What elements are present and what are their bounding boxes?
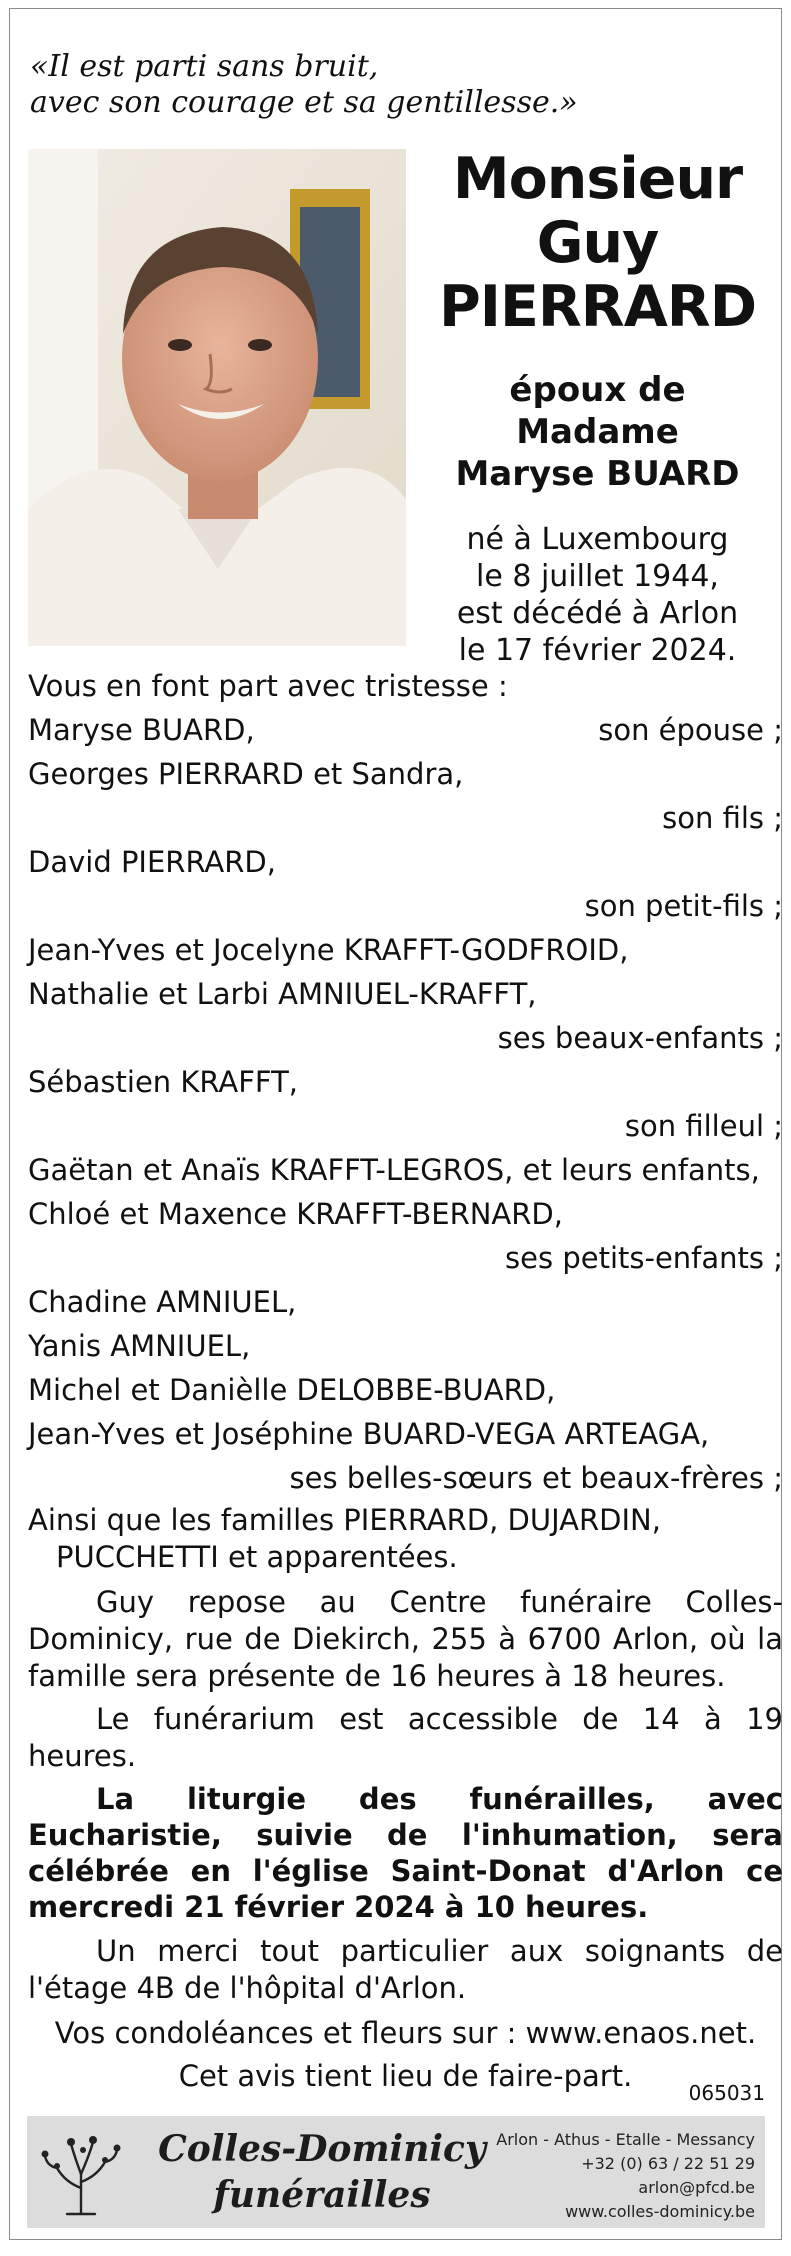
repose-paragraph: Guy repose au Centre funéraire Colles-Dominicy, rue de Diekirch, 255 à 6700 Arlon, où la famille sera présente de 16 heures à 18 heures. xyxy=(28,1585,783,1693)
relative-name: Georges PIERRARD et Sandra, xyxy=(28,757,464,791)
relative-name: Maryse BUARD, xyxy=(28,713,255,747)
deceased-header xyxy=(425,147,770,669)
reference-number: 065031 xyxy=(688,2081,765,2105)
announcement-body xyxy=(28,664,783,2095)
relation-label: ses belles-sœurs et beaux-frères ; xyxy=(289,1461,783,1495)
birth-line-2: le 8 juillet 1944, xyxy=(476,559,719,594)
quote-line-2: avec son courage et sa gentillesse.» xyxy=(30,85,578,120)
brand-subtitle: funérailles xyxy=(213,2174,431,2216)
birth-death-info xyxy=(425,521,770,669)
quote-line-1: «Il est parti sans bruit, xyxy=(30,49,379,84)
email-link[interactable]: arlon@pfcd.be xyxy=(638,2178,755,2197)
locations-text: Arlon - Athus - Etalle - Messancy xyxy=(496,2130,755,2149)
tree-logo-icon xyxy=(41,2130,121,2216)
relation-label: son épouse ; xyxy=(598,713,783,747)
relative-name: Nathalie et Larbi AMNIUEL-KRAFFT, xyxy=(28,977,537,1011)
death-line-1: est décédé à Arlon xyxy=(456,596,739,631)
relative-name: Chadine AMNIUEL, xyxy=(28,1285,297,1319)
announcement-intro: Vous en font part avec tristesse : xyxy=(28,669,508,703)
liturgy-paragraph: La liturgie des funérailles, avec Eucharistie, suivie de l'inhumation, sera célébrée en l'église Saint-Donat d'Arlon ce mercredi 21 février 2024 à 10 heures. xyxy=(28,1782,783,1924)
deceased-portrait xyxy=(28,149,406,646)
relative-name: Yanis AMNIUEL, xyxy=(28,1329,251,1363)
funerarium-hours: Le funérarium est accessible de 14 à 19 heures. xyxy=(28,1702,783,1773)
spouse-line-1: époux de Madame xyxy=(509,370,686,452)
phone-number: +32 (0) 63 / 22 51 29 xyxy=(581,2154,755,2173)
relation-label: son filleul ; xyxy=(624,1109,783,1143)
relative-name: Jean-Yves et Jocelyne KRAFFT-GODFROID, xyxy=(28,933,629,967)
relative-name: Chloé et Maxence KRAFFT-BERNARD, xyxy=(28,1197,563,1231)
condolences-line: Vos condoléances et fleurs sur : www.enaos.net. xyxy=(54,2016,757,2050)
funeral-home-footer xyxy=(27,2116,765,2228)
deceased-last-name: PIERRARD xyxy=(438,274,757,340)
spouse-line-2: Maryse BUARD xyxy=(455,454,740,494)
families-line-2: PUCCHETTI et apparentées. xyxy=(56,1540,458,1574)
obituary-notice xyxy=(9,8,782,2240)
relation-label: son fils ; xyxy=(662,801,783,835)
relation-label: ses petits-enfants ; xyxy=(505,1241,783,1275)
brand-name: Colles-Dominicy xyxy=(158,2128,486,2170)
deceased-first-name: Guy xyxy=(536,210,659,276)
relative-row xyxy=(28,708,783,752)
relation-label: ses beaux-enfants ; xyxy=(497,1021,783,1055)
relative-name: Jean-Yves et Joséphine BUARD-VEGA ARTEAGA, xyxy=(28,1417,710,1451)
families-block xyxy=(28,1502,783,1576)
relative-name: Sébastien KRAFFT, xyxy=(28,1065,299,1099)
death-line-2: le 17 février 2024. xyxy=(458,633,737,668)
birth-line-1: né à Luxembourg xyxy=(466,522,729,557)
spouse-info xyxy=(425,369,770,495)
relative-name: David PIERRARD, xyxy=(28,845,276,879)
contact-info xyxy=(425,2128,755,2224)
deceased-title: Monsieur xyxy=(452,146,743,212)
epitaph-quote xyxy=(30,49,630,121)
relation-label: son petit-fils ; xyxy=(584,889,783,923)
thanks-paragraph: Un merci tout particulier aux soignants de l'étage 4B de l'hôpital d'Arlon. xyxy=(28,1934,783,2005)
notice-line: Cet avis tient lieu de faire-part. xyxy=(178,2059,633,2093)
families-line-1: Ainsi que les familles PIERRARD, DUJARDIN, xyxy=(28,1503,661,1537)
relative-name: Gaëtan et Anaïs KRAFFT-LEGROS, et leurs enfants, xyxy=(28,1153,760,1187)
relative-name: Michel et Danièlle DELOBBE-BUARD, xyxy=(28,1373,556,1407)
website-link[interactable]: www.colles-dominicy.be xyxy=(565,2202,755,2221)
